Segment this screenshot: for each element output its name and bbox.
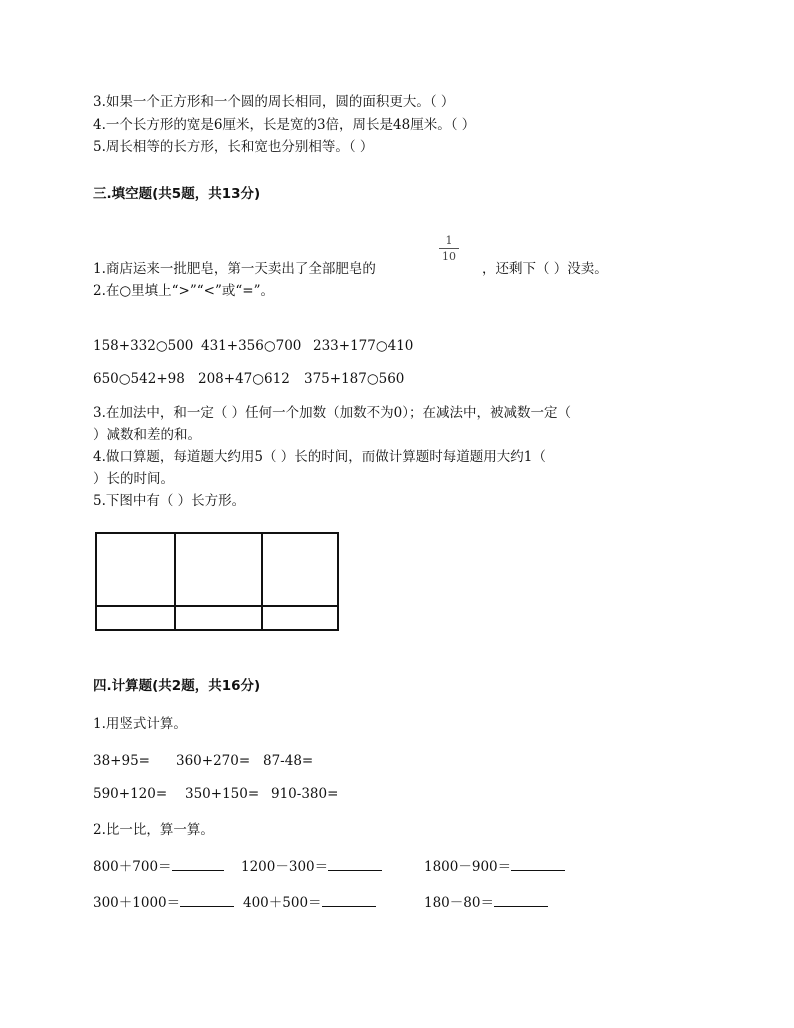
compare-calc-expr: 1800－900＝	[424, 859, 512, 875]
fraction-numerator: 1	[445, 234, 453, 247]
fill-q5-text: 5.下图中有（ ）长方形。	[93, 493, 246, 509]
calc-2-2: 350+150=	[185, 786, 260, 802]
compare-1-3: 233+177○410	[313, 338, 414, 354]
calc-q2-text: 2.比一比，算一算。	[93, 822, 214, 838]
fill-q3-line2: ）减数和差的和。	[93, 427, 201, 443]
judge-item-3: 3.如果一个正方形和一个圆的周长相同，圆的面积更大。（ ）	[93, 94, 455, 110]
compare-1-2: 431+356○700	[201, 338, 302, 354]
compare-calc-3-3	[424, 857, 565, 876]
compare-calc-expr: 400＋500＝	[243, 895, 322, 911]
answer-blank[interactable]	[494, 893, 548, 907]
compare-2-1: 650○542+98	[93, 371, 185, 387]
compare-calc-expr: 180－80＝	[424, 895, 494, 911]
answer-blank[interactable]	[172, 857, 224, 871]
figure-outer-rect	[96, 533, 338, 630]
fill-q4-line2: ）长的时间。	[93, 471, 174, 487]
compare-calc-4-1	[93, 893, 234, 912]
compare-1-1: 158+332○500	[93, 338, 194, 354]
rectangle-figure	[94, 531, 342, 633]
fill-q4-line1: 4.做口算题，每道题大约用5（ ）长的时间，而做计算题时每道题用大约1（	[93, 449, 546, 465]
fraction-denominator: 10	[442, 250, 456, 263]
fill-q2-text: 2.在○里填上“>”“<”或“=”。	[93, 283, 275, 299]
compare-calc-expr: 800＋700＝	[93, 859, 172, 875]
calc-2-3: 910-380=	[271, 786, 339, 802]
answer-blank[interactable]	[180, 893, 234, 907]
compare-calc-4-3	[424, 893, 548, 912]
fill-q1-rest: ，还剩下（ ）没卖。	[482, 261, 608, 277]
fill-q1-text: 1.商店运来一批肥皂，第一天卖出了全部肥皂的	[93, 261, 376, 277]
fraction-bar	[439, 248, 459, 249]
calc-2-1: 590+120=	[93, 786, 168, 802]
section-3-title: 三.填空题(共5题，共13分)	[93, 186, 261, 202]
compare-2-2: 208+47○612	[198, 371, 290, 387]
fill-q3-line1: 3.在加法中，和一定（ ）任何一个加数（加数不为0）；在减法中，被减数一定（	[93, 405, 572, 421]
compare-calc-3-1	[93, 857, 224, 876]
compare-calc-expr: 300＋1000＝	[93, 895, 181, 911]
answer-blank[interactable]	[511, 857, 565, 871]
compare-calc-expr: 1200－300＝	[241, 859, 329, 875]
calc-1-3: 87-48=	[263, 753, 314, 769]
compare-calc-4-2	[243, 893, 376, 912]
answer-blank[interactable]	[328, 857, 382, 871]
fraction-one-tenth	[437, 234, 461, 263]
answer-blank[interactable]	[322, 893, 376, 907]
calc-q1-text: 1.用竖式计算。	[93, 716, 187, 732]
section-4-title: 四.计算题(共2题，共16分)	[93, 678, 261, 694]
compare-2-3: 375+187○560	[304, 371, 405, 387]
judge-item-4: 4.一个长方形的宽是6厘米，长是宽的3倍，周长是48厘米。（ ）	[93, 117, 476, 133]
compare-calc-3-2	[241, 857, 382, 876]
calc-1-2: 360+270=	[176, 753, 251, 769]
judge-item-5: 5.周长相等的长方形，长和宽也分别相等。（ ）	[93, 139, 374, 155]
calc-1-1: 38+95=	[93, 753, 150, 769]
